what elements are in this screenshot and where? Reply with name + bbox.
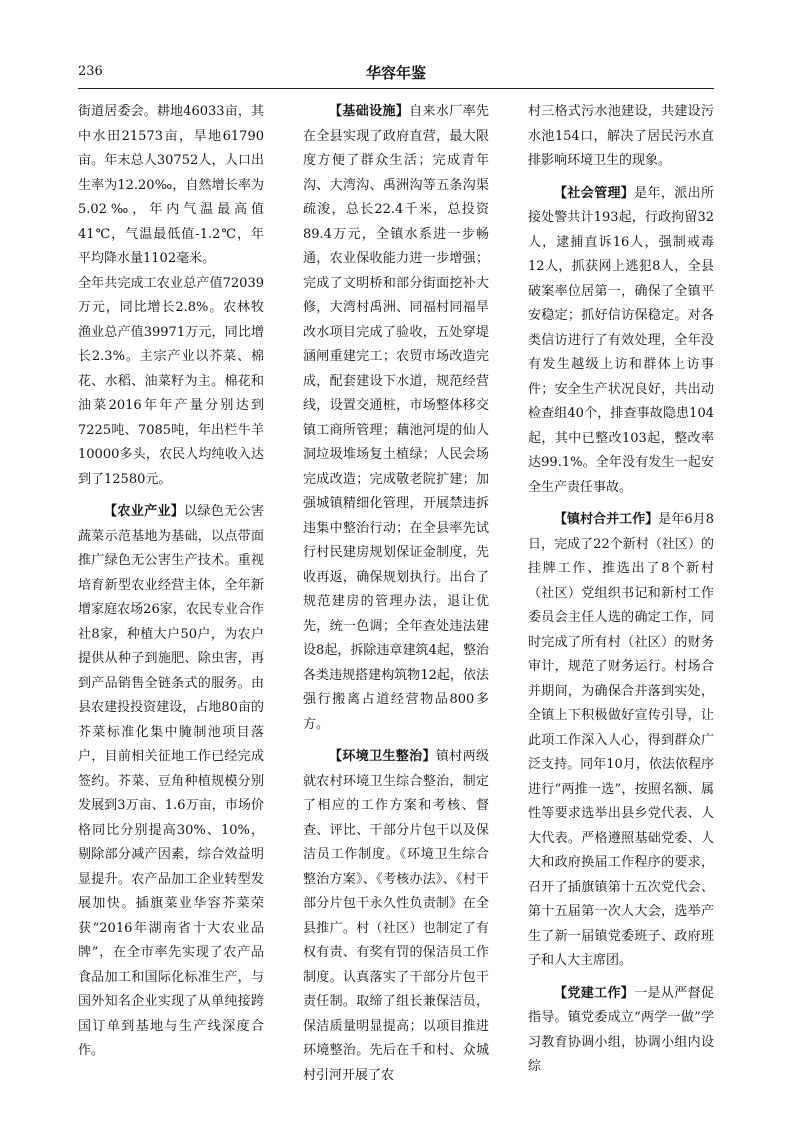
section-heading: 【社会管理】 [554,185,635,201]
column-3 [528,100,714,1074]
section-party-building [528,982,714,1080]
section-body: 以绿色无公害蔬菜示范基地为基础，以点带面推广绿色无公害生产技术。重视培育新型农业经营主体，全年新增家庭农场26家，农民专业合作社8家，种植大户50户，为农户提供从种子到施肥、除虫害，再到产品销售全链条式的服务。由县农建投投资建设，占地80亩的芥菜标准化集中腌制池项目落户，目前相关征地工作已经完成签约。芥菜、豆角种植规模分别发展到3万亩、1.6万亩，市场价格同比分别提高30%、10%，剔除部分减产因素，综合效益明显提升。农产品加工企业转型发展加快。插旗菜业华容芥菜荣获“2016年湖南省十大农业品牌”，在全市率先实现了农产品食品加工和国际化标准生产，与国外知名企业实现了从单纯接跨国订单到基地与生产线深度合作。 [78,504,264,1058]
section-heading: 【环境卫生整治】 [329,749,436,764]
page-header [78,62,714,84]
section-social-management [528,182,714,501]
running-title: 华容年鉴 [365,64,426,82]
page-number: 236 [78,64,103,79]
section-body: 自来水厂率先在全县实现了政府直营，最大限度方便了群众生活；完成青年沟、大湾沟、禹洲沟等五条沟渠疏浚，总长22.4千米，总投资89.4万元，全镇水系进一步畅通，农业保收能力进一步增强；完成了文明桥和部分街面挖补大修，大湾村禹洲、同福村同福旱改水项目完成了验收，五处穿堤涵闸重建完工；农贸市场改造完成，配套建设下水道，规范经营线，设置交通桩，市场整体移交镇工商所管理；藕池河堤的仙人洞垃圾堆场复土植绿；人民会场完成改造；完成敬老院扩建；加强城镇精细化管理，开展禁违拆违集中整治行动；在全县率先试行村民建房规划保证金制度，先收再返，确保规划执行。出台了规范建房的管理办法，退让优先，统一色调；全年查处违法建设8起，拆除违章建筑4起，整治各类违规搭建构筑物12起，依法强行搬离占道经营物品800多方。 [303,104,489,732]
section-infrastructure [303,100,489,737]
paragraph: 街道居委会。耕地46033亩，其中水田21573亩，旱地61790亩。年末总人30752人，人口出生率为12.20‰，自然增长率为5.02‰，年内气温最高值41℃，气温最低值-1.2℃，年平均降水量1102毫米。 [78,104,264,266]
column-2 [303,100,489,1083]
section-environment [303,745,489,1088]
column-1 [78,100,264,1058]
paragraph: 全年共完成工农业总产值72039万元，同比增长2.8%。农林牧渔业总产值39971万元，同比增长2.3%。主宗产业以芥菜、棉花、水稻、油菜籽为主。棉花和油菜2016年年产量分别达到7225吨、7085吨，年出栏牛羊10000多头，农民人均纯收入达到了12580元。 [78,275,264,487]
section-heading: 【基础设施】 [329,104,410,119]
section-heading: 【农业产业】 [104,504,185,519]
section-merger [528,508,714,974]
section-heading: 【党建工作】 [554,985,635,1001]
header-rule [78,88,714,89]
section-agriculture [78,500,264,1064]
section-body: 是年，派出所接处警共计193起，行政拘留32人，逮捕直诉16人，强制戒毒12人，抓获网上逃犯8人，全县破案率位居第一，确保了全镇平安稳定；抓好信访保稳定。对各类信访进行了有效处理，全年没有发生越级上访和群体上访事件；安全生产状况良好，共出动检查组40个，排查事故隐患104起，其中已整改103起，整改率达99.1%。全年没有发生一起安全生产责任事故。 [528,185,714,495]
section-body: 是年6月8日，完成了22个新村（社区）的挂牌工作、推选出了8个新村（社区）党组织书记和新村工作委员会主任人选的确定工作，同时完成了所有村（社区）的财务审计，规范了财务运行。村场合并期间，为确保合并落到实处，全镇上下积极做好宣传引导，让此项工作深入人心，得到群众广泛支持。同年10月，依法依程序进行“两推一选”，按照名额、属性等要求选举出县乡党代表、人大代表。严格遵照基础党委、人大和政府换届工作程序的要求，召开了插旗镇第十五次党代会、第十五届第一次人大会，选举产生了新一届镇党委班子、政府班子和人大主席团。 [528,512,714,968]
section-body: 一是从严督促指导。镇党委成立“两学一做”学习教育协调小组，协调小组内设综 [528,985,714,1074]
section-heading: 【镇村合并工作】 [554,512,659,527]
paragraph: 村三格式污水池建设，共建设污水池154口，解决了居民污水直排影响环境卫生的现象。 [528,104,714,168]
section-body: 镇村两级就农村环境卫生综合整治，制定了相应的工作方案和考核、督查、评比、干部分片包干以及保洁员工作制度。《环境卫生综合整治方案》、《考核办法》、《村干部分片包干永久性负责制》在全县推广。村（社区）也制定了有权有责、有奖有罚的保洁员工作制度。认真落实了干部分片包干责任制。取缔了组长兼保洁员，保洁质量明显提高；以项目推进环境整治。先后在千和村、众城村引河开展了农 [303,749,489,1083]
